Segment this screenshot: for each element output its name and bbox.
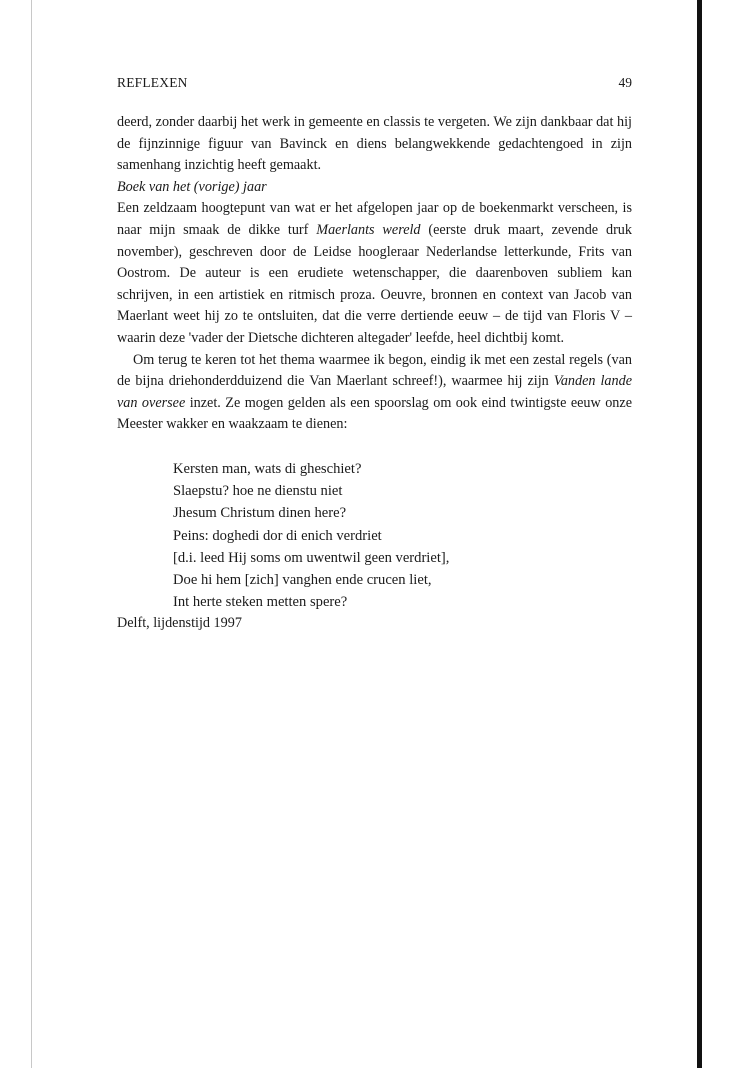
paragraph-book-of-year-part2: (eerste druk maart, zevende druk november), geschreven door de Leidse hoogleraar Nederlandse letterkunde, Frits van Oostrom. De auteur is een erudiete wetenschapper, die daarenboven subliem kan schrijven, in een artistiek en ritmisch proza. Oeuvre, bronnen en context van Jacob van Maerlant weet hij zo te ontsluiten, dat die verre dertiende eeuw – de tijd van Floris V – waarin deze 'vader der Dietsche dichteren altegader' leefde, heel dichtbij komt.: [117, 221, 632, 346]
paragraph-closing-theme: [117, 350, 632, 436]
running-head: REFLEXEN: [117, 75, 188, 90]
book-title-vanden-lande: Vanden lande van oversee: [117, 373, 632, 411]
poem-quotation: [173, 458, 632, 613]
book-title-maerlants-wereld: Maerlants wereld: [316, 221, 421, 238]
poem-line: Int herte steken metten spere?: [173, 594, 348, 611]
page-header: [117, 74, 632, 92]
poem-line: Kersten man, wats di gheschiet?: [173, 460, 362, 477]
poem-line: Slaepstu? hoe ne dienstu niet: [173, 483, 343, 500]
poem-line: Doe hi hem [zich] vanghen ende crucen liet,: [173, 571, 432, 588]
poem-line: Jhesum Christum dinen here?: [173, 505, 347, 522]
paragraph-closing-theme-part2: inzet. Ze mogen gelden als een spoorslag om ook eind twintigste eeuw onze Meester wakker en waakzaam te dienen:: [117, 394, 632, 433]
paragraph-continuation: [117, 112, 632, 177]
poem-line: Peins: doghedi dor di enich verdriet: [173, 527, 382, 544]
section-heading: Boek van het (vorige) jaar: [117, 178, 267, 195]
body-text: [117, 112, 632, 635]
poem-line: [d.i. leed Hij soms om uwentwil geen verdriet],: [173, 549, 450, 566]
paragraph-closing-theme-part1: Om terug te keren tot het thema waarmee ik begon, eindig ik met een zestal regels (van de bijna driehonderdduizend die Van Maerlant schreef!), waarmee hij zijn: [117, 351, 632, 390]
paragraph-continuation-text: deerd, zonder daarbij het werk in gemeente en classis te vergeten. We zijn dankbaar dat hij de fijnzinnige figuur van Bavinck en diens belangwekkende gedachtengoed in zijn samenhang inzichtig heeft gemaakt.: [117, 114, 632, 174]
place-and-date: Delft, lijdenstijd 1997: [117, 615, 242, 632]
paragraph-book-of-year: [117, 198, 632, 349]
scan-edge-left: [31, 0, 32, 1068]
paragraph-book-of-year-part1: Een zeldzaam hoogtepunt van wat er het afgelopen jaar op de boekenmarkt verscheen, is naar mijn smaak de dikke turf: [117, 200, 632, 238]
scan-edge-right: [697, 0, 702, 1068]
page-number: 49: [618, 75, 632, 90]
